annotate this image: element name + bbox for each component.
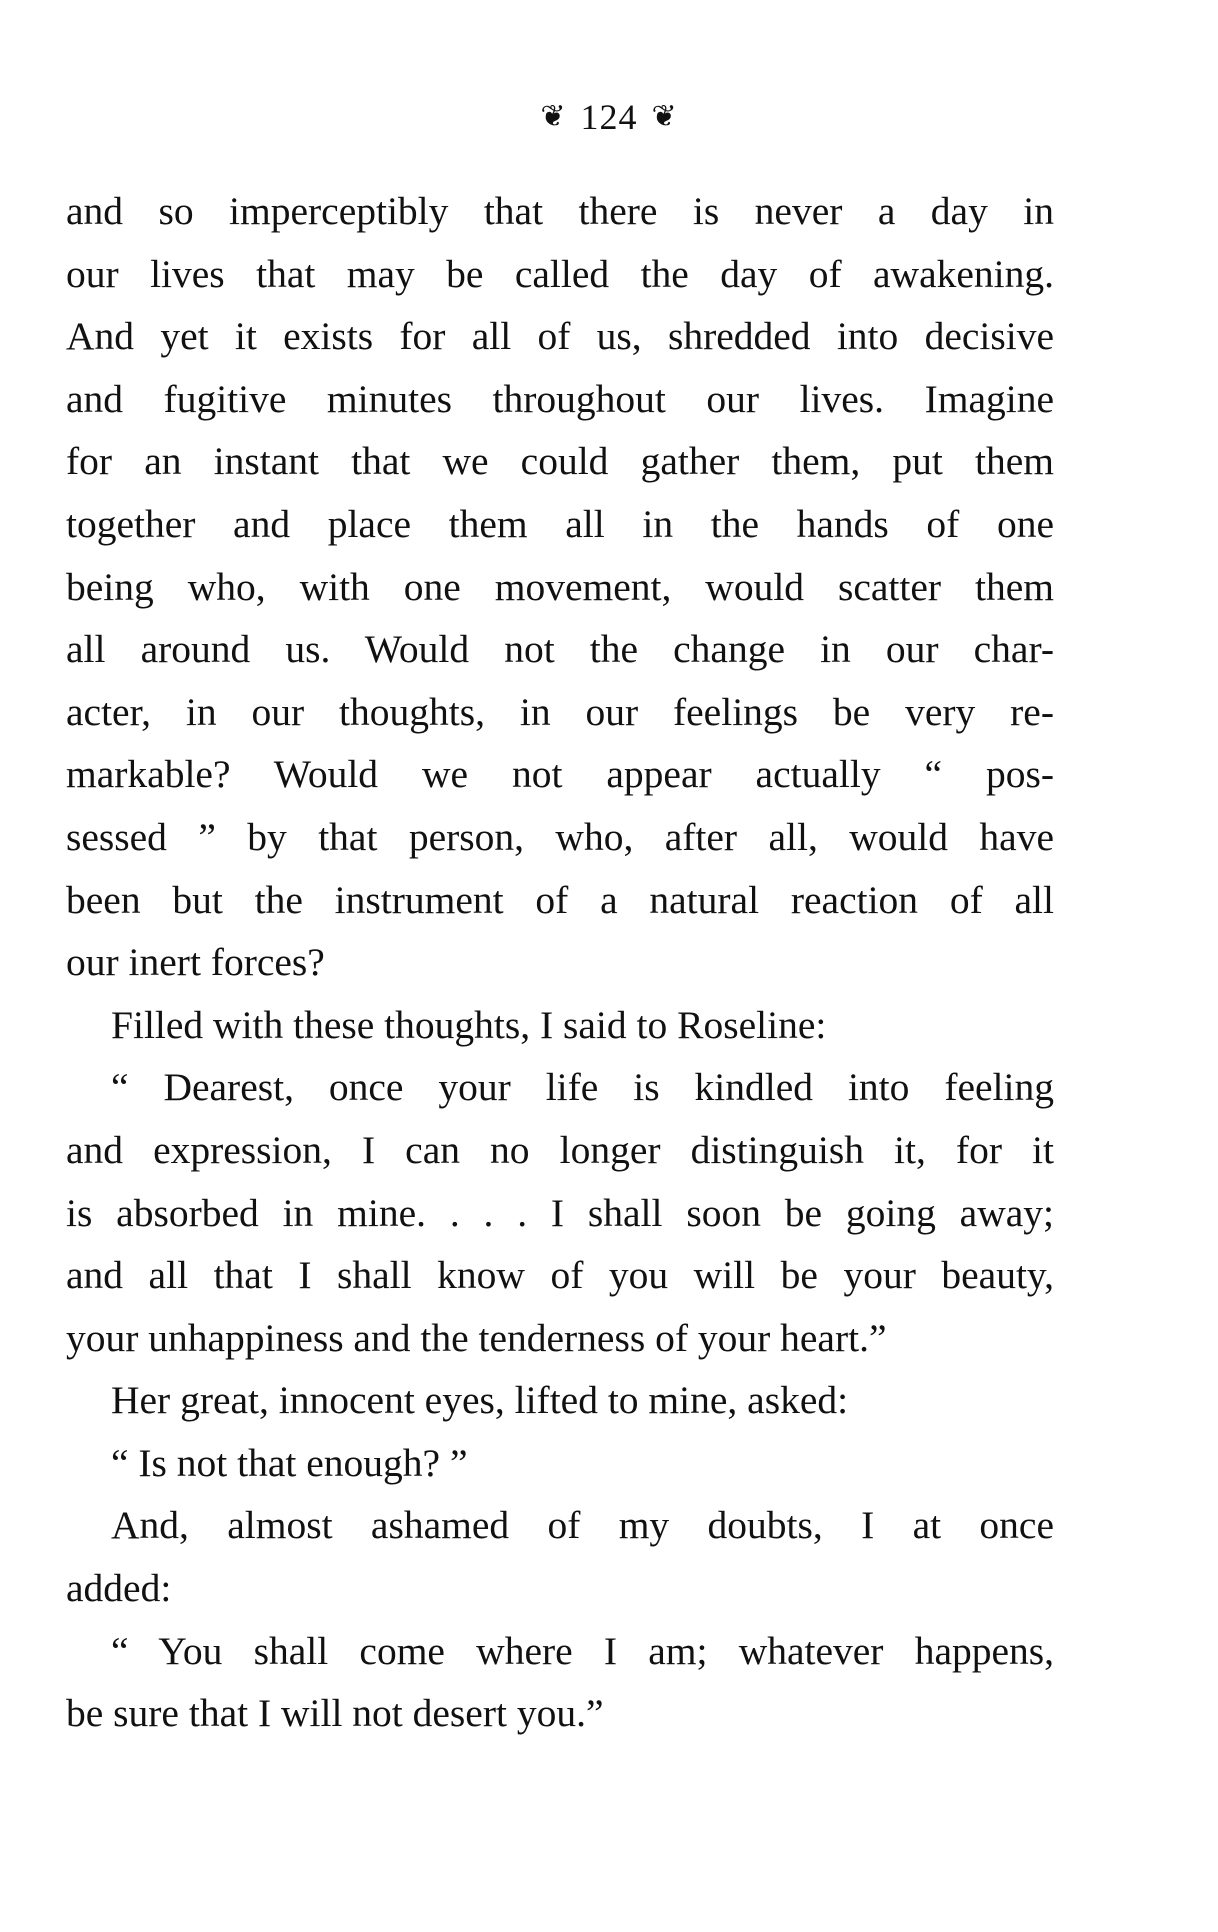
text-line: all around us. Would not the change in our char-	[66, 627, 1054, 672]
text-line: is absorbed in mine. . . . I shall soon be going away;	[66, 1190, 1054, 1235]
text-line: our lives that may be called the day of awakening.	[66, 251, 1054, 296]
text-line: being who, with one movement, would scatter them	[66, 564, 1054, 609]
text-line: and so imperceptibly that there is never a day in	[66, 189, 1054, 233]
text-line: been but the instrument of a natural reaction of all	[66, 877, 1054, 922]
paragraph	[66, 180, 1054, 994]
ornament-left-icon: ❦	[540, 100, 567, 133]
text-line: “ Dearest, once your life is kindled into feeling	[111, 1065, 1054, 1110]
page-header	[0, 96, 1218, 138]
text-line: Filled with these thoughts, I said to Roseline:	[111, 1002, 827, 1047]
text-line: “ You shall come where I am; whatever happens,	[111, 1628, 1054, 1673]
text-line: for an instant that we could gather them, put them	[66, 439, 1054, 484]
ornament-right-icon: ❦	[651, 100, 678, 133]
text-line: your unhappiness and the tenderness of your heart.”	[66, 1315, 887, 1360]
paragraph	[66, 994, 1054, 1057]
text-line: our inert forces?	[66, 940, 325, 985]
text-line: and expression, I can no longer distinguish it, for it	[66, 1127, 1054, 1172]
text-line: together and place them all in the hands of one	[66, 501, 1054, 546]
text-line: markable? Would we not appear actually “ pos-	[66, 752, 1054, 797]
page-number: 124	[580, 97, 638, 137]
text-line: And, almost ashamed of my doubts, I at once	[111, 1503, 1054, 1548]
paragraph	[66, 1620, 1054, 1745]
text-line: Her great, innocent eyes, lifted to mine, asked:	[111, 1378, 849, 1423]
text-line: acter, in our thoughts, in our feelings be very re-	[66, 689, 1054, 734]
text-line: sessed ” by that person, who, after all, would have	[66, 814, 1054, 859]
body-text	[66, 180, 1054, 1745]
paragraph	[66, 1056, 1054, 1369]
paragraph	[66, 1494, 1054, 1619]
text-line: added:	[66, 1566, 172, 1611]
text-line: and all that I shall know of you will be your beauty,	[66, 1253, 1054, 1298]
paragraph	[66, 1369, 1054, 1432]
text-line: be sure that I will not desert you.”	[66, 1691, 604, 1736]
text-line: and fugitive minutes throughout our lives. Imagine	[66, 376, 1054, 421]
paragraph	[66, 1432, 1054, 1495]
text-line: “ Is not that enough? ”	[111, 1440, 468, 1485]
text-line: And yet it exists for all of us, shredded into decisive	[66, 314, 1054, 359]
